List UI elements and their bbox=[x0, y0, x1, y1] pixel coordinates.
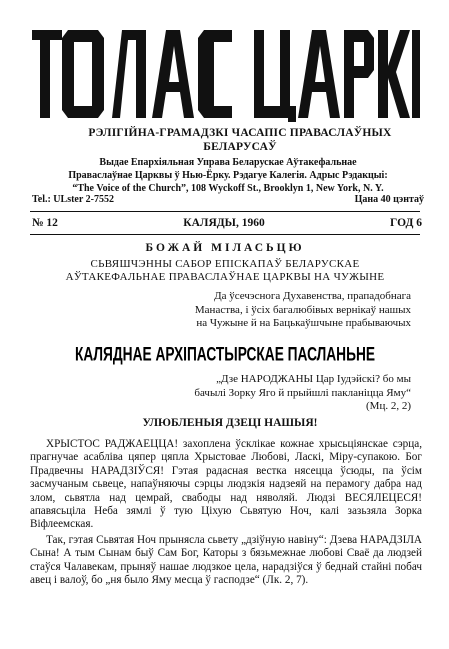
publisher-line-1: Выдае Епархіяльная Управа Беларускае Аўтакефальнае bbox=[99, 157, 357, 168]
address-line-2: Манаства, і ўсіх багалюбівых вернікаў нашых bbox=[194, 303, 411, 316]
section-subtitle bbox=[30, 258, 420, 284]
epigraph bbox=[161, 373, 411, 414]
greeting-heading: УЛЮБЛЕНЫЯ ДЗЕЦІ НАШЫЯ! bbox=[142, 417, 318, 429]
section-title: БОЖАЙ МІЛАСЬЦЮ bbox=[145, 242, 305, 254]
epigraph-reference: (Мц. 2, 2) bbox=[366, 400, 411, 412]
paragraph: Так, гэтая Сьвятая Ноч прынясла сьвету „дзіўную навіну“: Дзева НАРАДЗІЛА Сына! А тым Сынам быў Сам Бог, Каторы з бязьмежнае любові Сваё да людзей стаўся Чалавекам, прыняў нашае людзкое цела, нарадзіўся ў беднай стайні побач авец і валоў, бо „ня было Яму месца ў гасподзе“ (Лк. 2, 7). bbox=[30, 533, 422, 587]
issue-date: КАЛЯДЫ, 1960 bbox=[183, 217, 265, 229]
masthead-lettering bbox=[28, 24, 423, 122]
epigraph-line-1: „Дзе НАРОДЖАНЫ Цар Іудэйскі? бо мы bbox=[216, 373, 411, 385]
paragraph: ХРЫСТОС РАДЖАЕЦЦА! захоплена ўсклікае кожнае хрысьціянскае сэрца, прагнучае асабліва цяпер цяпла Хрыстовае Любові, Ласкі, Міру-супакою. Бог Прадвечны НАРАДЗІЎСЯ! Гэтая радасная вестка нясецца ўсюды, па ўсім засмучаным сьвеце, напаўняючы сэрцы людзкія надзеяй на перамогу дабра над злом, сьвятла над цемрай, свабоды над няволяй. Людзі ВЕСЯЛЕЦЕСЯ! апавясьціла Неба зямлі ў тую Ціхую Сьвятую Ноч, калі зазьзяла Зорка Віфлеемская. bbox=[30, 438, 422, 531]
rule-bottom bbox=[30, 234, 420, 235]
issue-year: ГОД 6 bbox=[390, 217, 422, 229]
section-subtitle-line-1: СЬВЯШЧЭННЫ САБОР ЕПІСКАПАЎ БЕЛАРУСКАЕ bbox=[90, 258, 360, 270]
issue-row bbox=[32, 217, 422, 229]
telephone: Tel.: ULster 2-7552 bbox=[32, 194, 114, 205]
address-line-3: на Чужыне й на Бацькаўшчыне прабываючых bbox=[196, 317, 411, 329]
publisher-info bbox=[32, 156, 424, 195]
article-body bbox=[30, 438, 422, 587]
address-line-1: Да ўсечэснога Духавенства, прападобнага bbox=[214, 290, 411, 302]
masthead-logo bbox=[28, 24, 423, 122]
address-block bbox=[171, 290, 411, 331]
issue-number: № 12 bbox=[32, 217, 58, 229]
contact-row bbox=[32, 194, 424, 205]
rule-top bbox=[30, 211, 420, 212]
section-subtitle-line-2: АЎТАКЕФАЛЬНАЕ ПРАВАСЛАЎНАЕ ЦАРКВЫ НА ЧУЖЫНЕ bbox=[65, 271, 385, 283]
publisher-line-2: Праваслаўнае Царквы ў Нью-Ёрку. Рэдагуе Калегія. Адрыс Рэдакцыі: bbox=[68, 170, 388, 181]
price: Цана 40 цэнтаў bbox=[354, 194, 424, 205]
masthead-subtitle: РЭЛІГІЙНА-ГРАМАДЗКІ ЧАСАПІС ПРАВАСЛАЎНЫХ БЕЛАРУСАЎ bbox=[88, 127, 392, 153]
epistle-title-text: КАЛЯДНАЕ АРХІПАСТЫРСКАЕ ПАСЛАНЬНЕ bbox=[75, 342, 376, 365]
publisher-address: “The Voice of the Church”, 108 Wyckoff St., Brooklyn 1, New York, N. Y. bbox=[72, 183, 384, 194]
epistle-title bbox=[30, 340, 420, 366]
epigraph-line-2: бачылі Зорку Яго й прыйшлі пакланіцца Яму“ bbox=[194, 386, 411, 399]
